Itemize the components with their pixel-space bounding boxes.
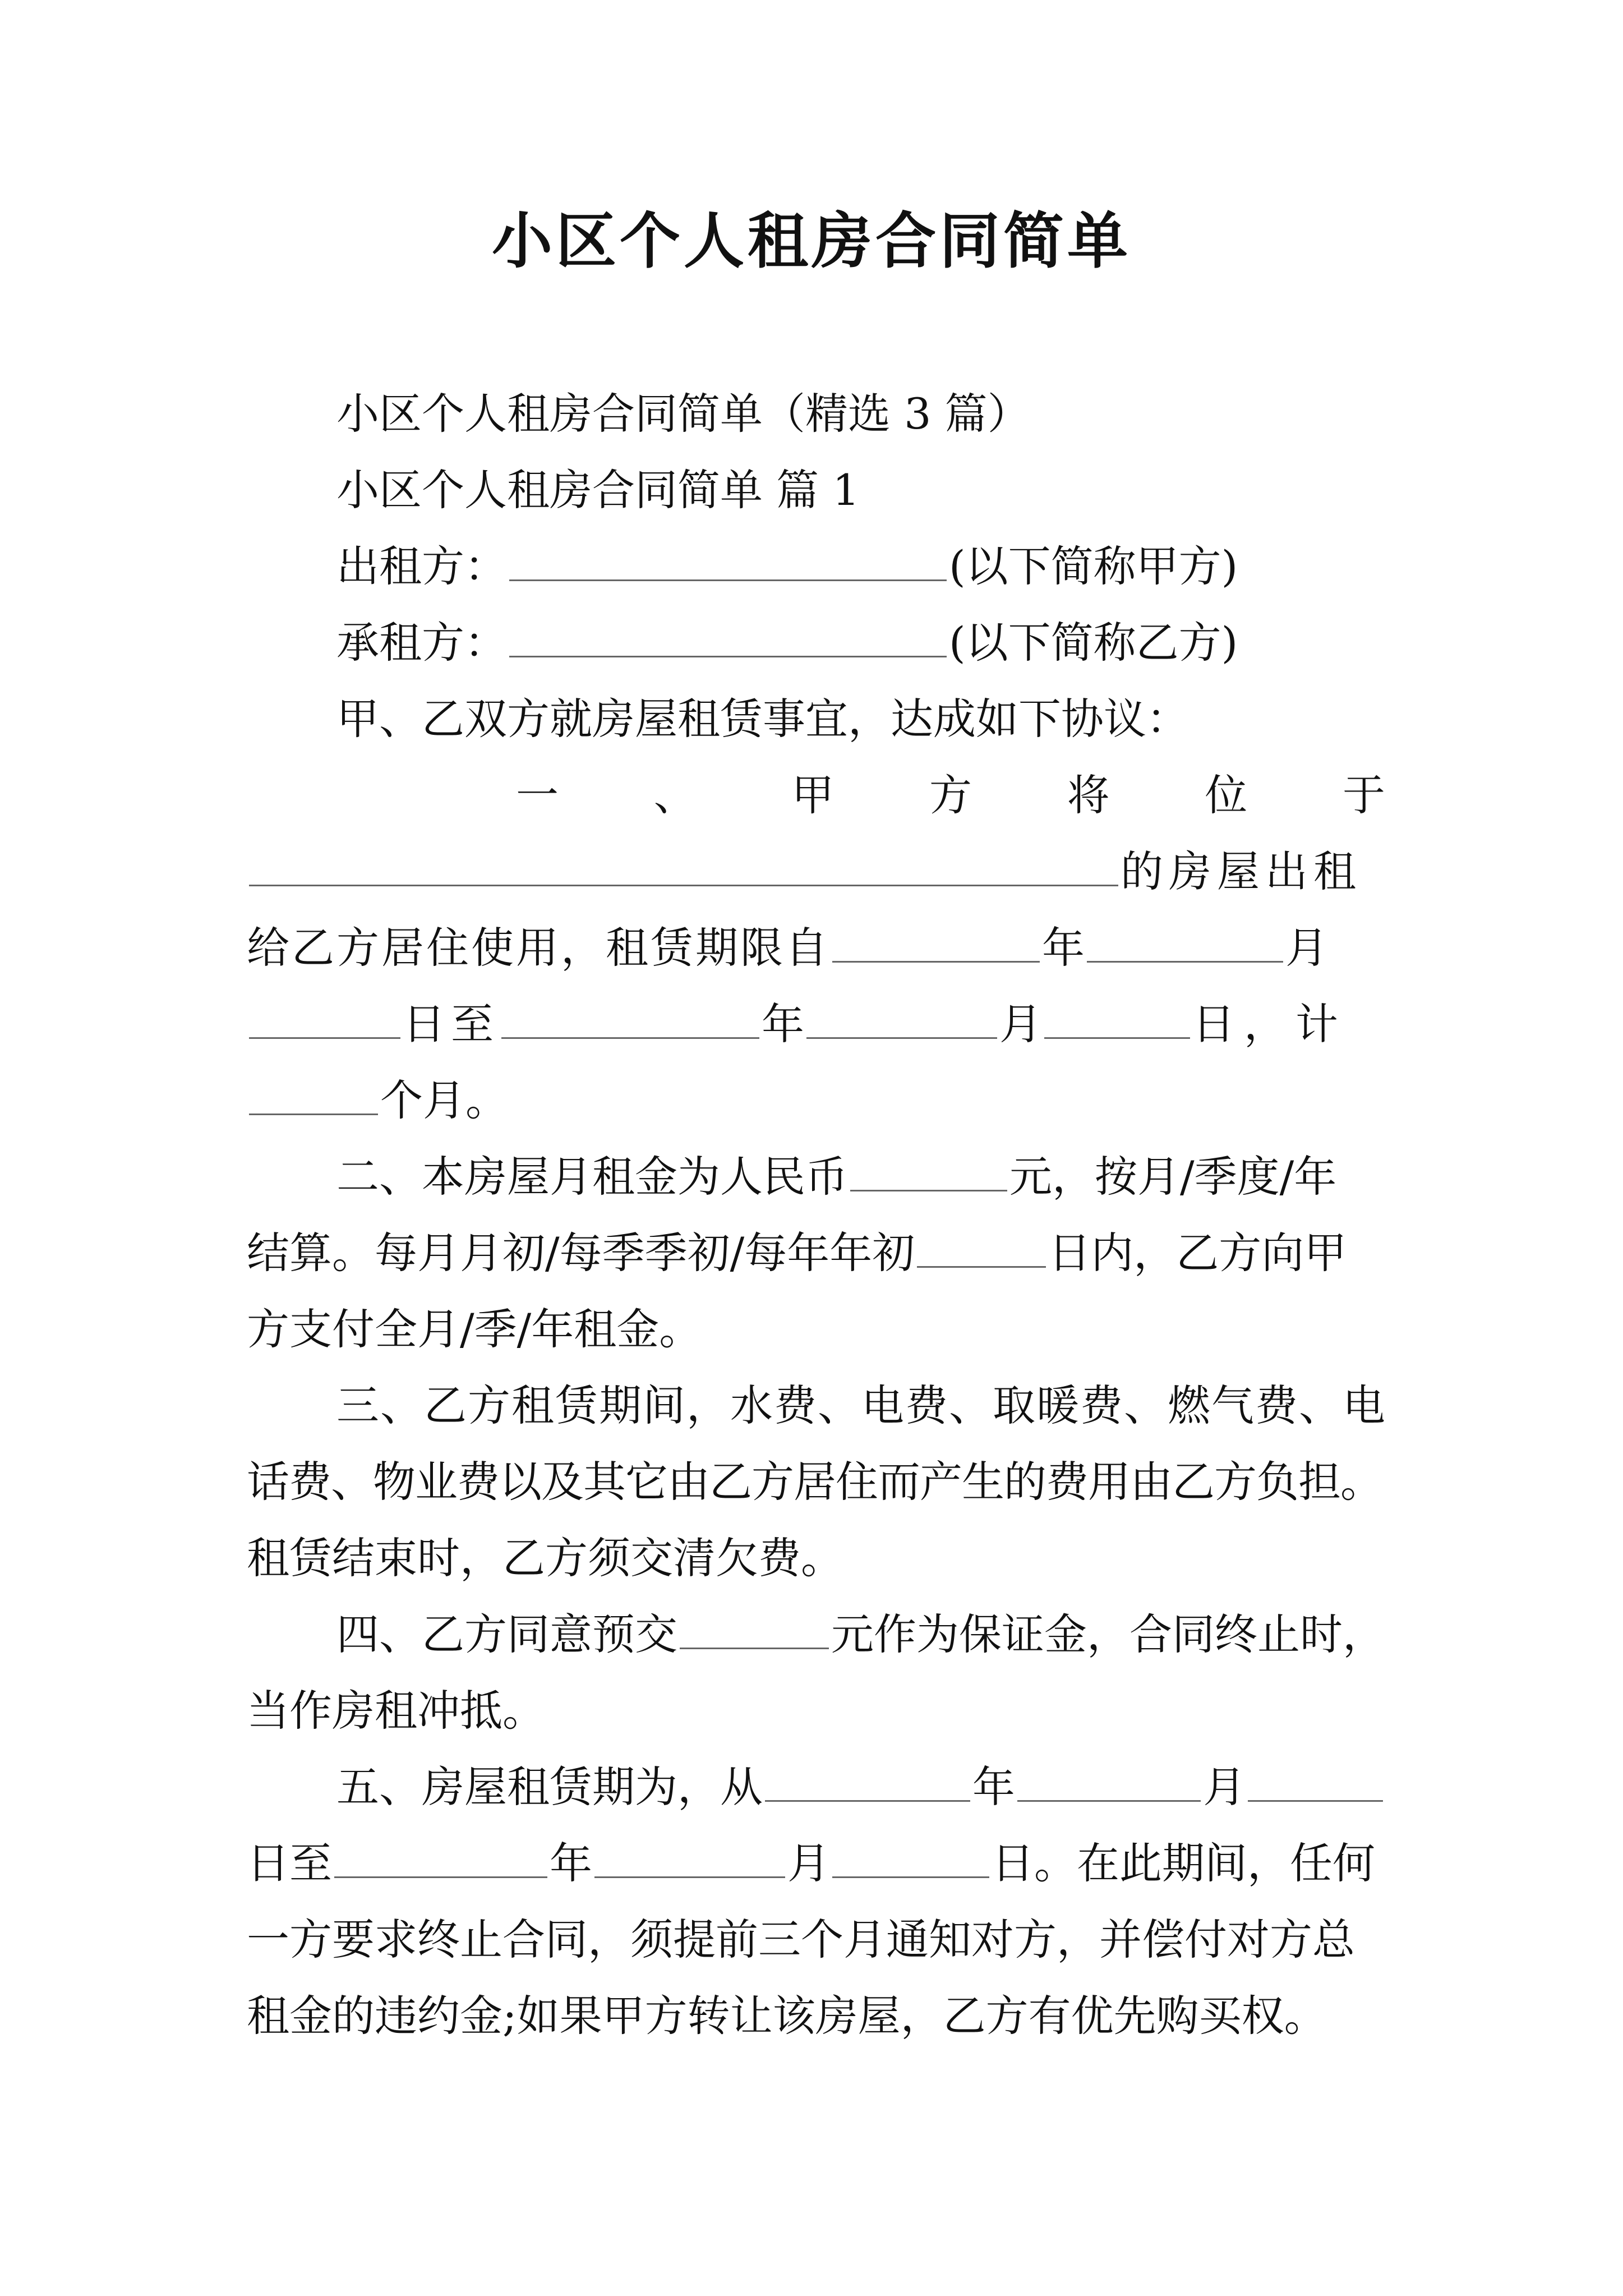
term-start-year-blank[interactable] <box>765 1761 970 1802</box>
payment-days-blank[interactable] <box>917 1227 1046 1268</box>
term-start-day-blank[interactable] <box>1248 1761 1383 1802</box>
clause1-line1: 一 、 甲 方 将 位 于 <box>516 770 1385 820</box>
lease-end-year-blank[interactable] <box>501 998 759 1039</box>
clause5-line1: 五、房屋租赁期为，从 年 月 <box>336 1760 1385 1814</box>
subtitle: 小区个人租房合同简单（精选 3 篇） <box>336 389 1030 439</box>
clause1-line2: 的房屋出租 <box>247 845 1385 899</box>
term-end-day-blank[interactable] <box>832 1837 989 1878</box>
clause2-line3: 方支付全月/季/年租金。 <box>247 1304 702 1354</box>
clause2-line1: 二、本房屋月租金为人民币 元，按月/季度/年 <box>336 1152 1337 1202</box>
clause1-line3: 给乙方居住使用，租赁期限自 年 月 <box>247 923 1328 973</box>
lease-months-blank[interactable] <box>249 1074 378 1115</box>
term-end-month-blank[interactable] <box>594 1837 785 1878</box>
clause5-line2: 日至 年 月 日。在此期间，任何 <box>247 1838 1375 1888</box>
term-end-year-blank[interactable] <box>334 1837 547 1878</box>
section-heading: 小区个人租房合同简单 篇 1 <box>336 465 860 515</box>
lessor-line: 出租方： (以下简称甲方) <box>336 541 1238 591</box>
deposit-blank[interactable] <box>680 1608 829 1649</box>
clause1-line4: 日至 年 月 日，计 <box>247 997 1385 1051</box>
lease-end-month-blank[interactable] <box>806 998 997 1039</box>
lease-start-year-blank[interactable] <box>832 922 1040 963</box>
clause3-line2: 话费、物业费以及其它由乙方居住而产生的费用由乙方负担。 <box>247 1457 1382 1507</box>
clause3-line3: 租赁结束时，乙方须交清欠费。 <box>247 1533 843 1583</box>
lease-start-month-blank[interactable] <box>1087 922 1283 963</box>
clause3-line1: 三、乙方租赁期间，水费、电费、取暖费、燃气费、电 <box>336 1381 1386 1430</box>
lease-start-day-blank[interactable] <box>249 998 400 1039</box>
clause4-line1: 四、乙方同意预交 元作为保证金，合同终止时， <box>336 1609 1385 1659</box>
monthly-rent-blank[interactable] <box>850 1151 1007 1191</box>
clause5-line4: 租金的违约金;如果甲方转让该房屋，乙方有优先购买权。 <box>247 1991 1327 2041</box>
term-start-month-blank[interactable] <box>1017 1761 1201 1802</box>
lessee-line: 承租方： (以下简称乙方) <box>336 618 1238 668</box>
page-title: 小区个人租房合同简单 <box>491 206 1131 277</box>
clause5-line3: 一方要求终止合同，须提前三个月通知对方，并偿付对方总 <box>247 1915 1355 1964</box>
clause2-line2: 结算。每月月初/每季季初/每年年初 日内，乙方向甲 <box>247 1228 1347 1278</box>
lessor-blank[interactable] <box>509 540 947 581</box>
agreement-intro: 甲、乙双方就房屋租赁事宜，达成如下协议： <box>336 694 1189 744</box>
lessee-blank[interactable] <box>509 616 947 657</box>
property-address-blank[interactable] <box>249 845 1118 886</box>
lease-end-day-blank[interactable] <box>1044 998 1190 1039</box>
clause1-line5: 个月。 <box>247 1074 1385 1128</box>
clause4-line2: 当作房租冲抵。 <box>247 1686 545 1736</box>
